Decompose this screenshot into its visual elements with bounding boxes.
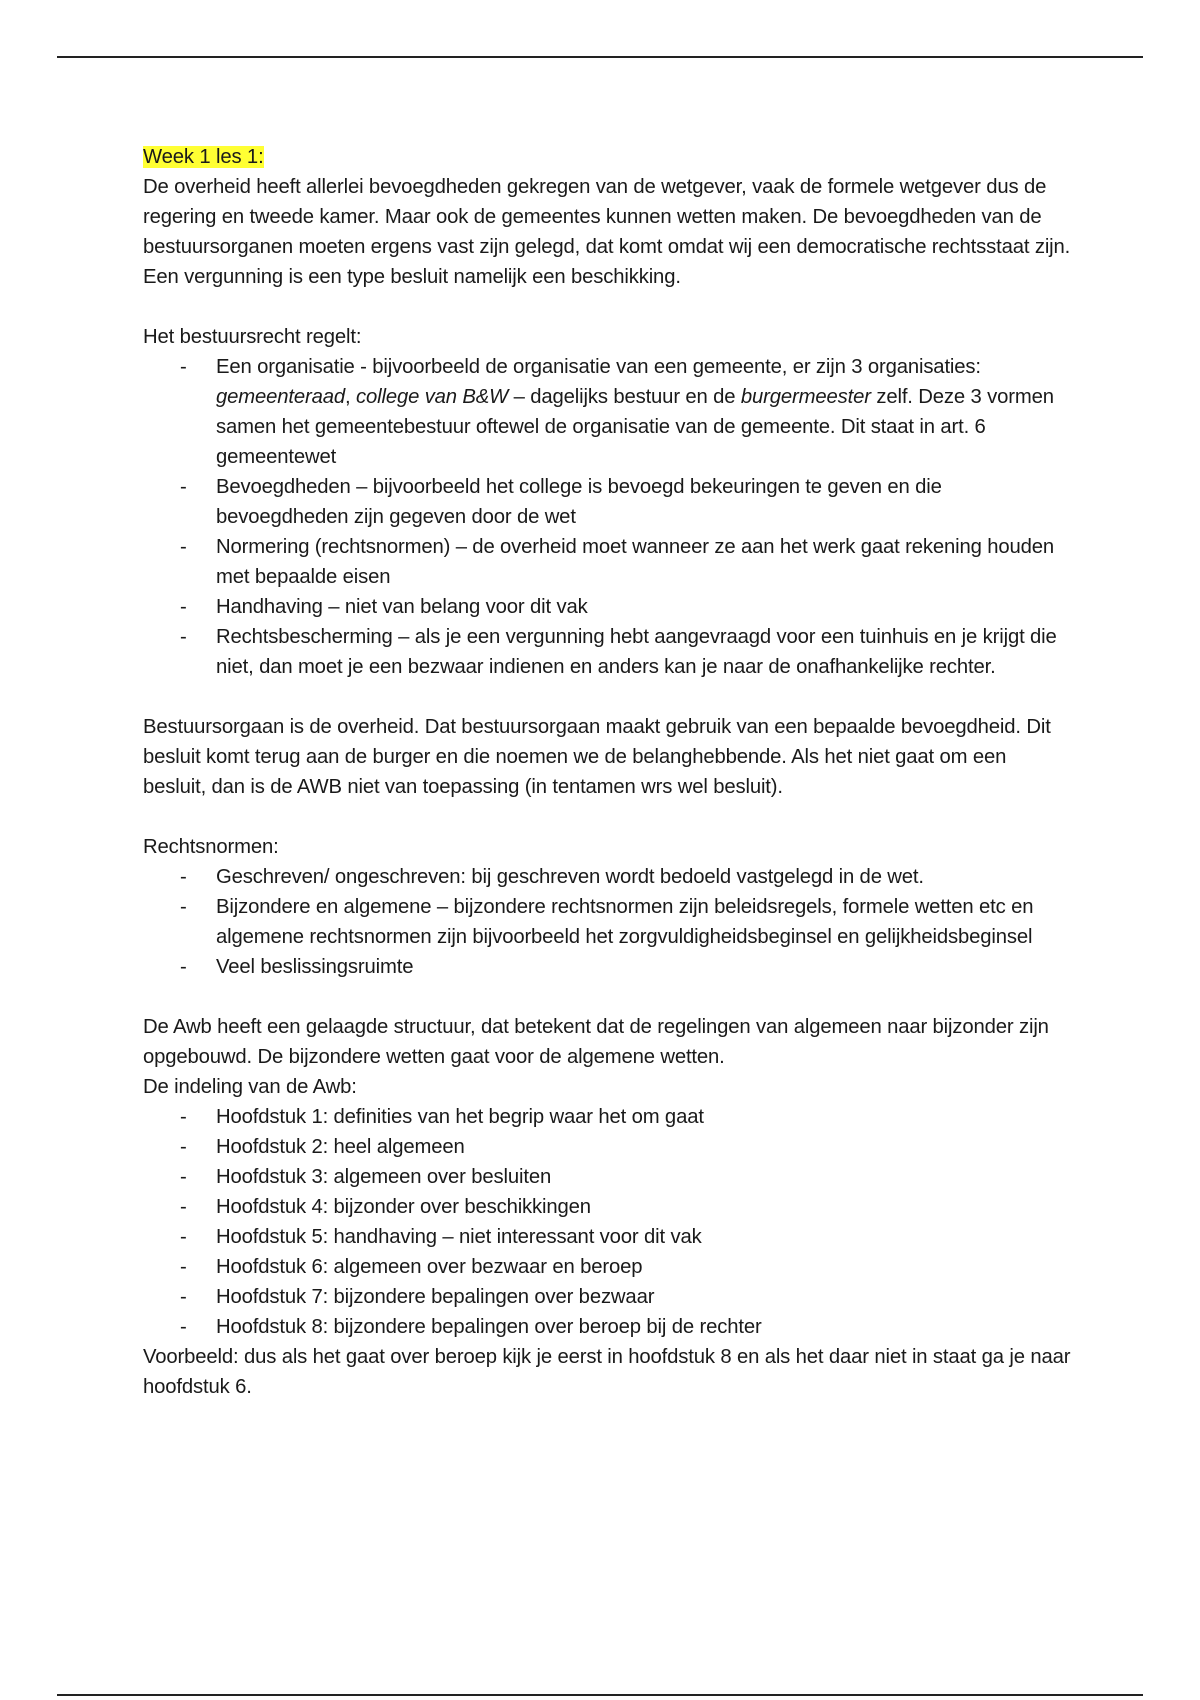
emphasis-burgermeester: burgermeester bbox=[740, 386, 871, 408]
list-item bbox=[143, 1312, 1073, 1342]
paragraph-awb-structure: De Awb heeft een gelaagde structuur, dat betekent dat de regelingen van algemeen naar bijzonder zijn opgebouwd. De bijzondere wetten gaat voor de algemene wetten. bbox=[143, 1016, 1049, 1068]
example-paragraph: Voorbeeld: dus als het gaat over beroep kijk je eerst in hoofdstuk 8 en als het daar niet in staat ga je naar hoofdstuk 6. bbox=[143, 1346, 1071, 1398]
list-hoofdstukken bbox=[143, 1102, 1073, 1342]
page-top-rule bbox=[57, 56, 1143, 58]
dash-bullet: - bbox=[180, 596, 187, 618]
list-item bbox=[143, 1282, 1073, 1312]
list-item-text: Hoofdstuk 7: bijzondere bepalingen over bezwaar bbox=[216, 1286, 655, 1308]
list-item-text: Handhaving – niet van belang voor dit vak bbox=[216, 596, 588, 618]
spacer bbox=[143, 982, 1073, 1012]
list-item bbox=[143, 352, 1073, 472]
list-item-text: Normering (rechtsnormen) – de overheid moet wanneer ze aan het werk gaat rekening houden met bepaalde eisen bbox=[216, 536, 1054, 588]
dash-bullet: - bbox=[180, 1286, 187, 1308]
list-item bbox=[143, 892, 1073, 952]
dash-bullet: - bbox=[180, 956, 187, 978]
list-item-text: Hoofdstuk 1: definities van het begrip waar het om gaat bbox=[216, 1106, 704, 1128]
list-item bbox=[143, 1132, 1073, 1162]
list-item-text: Bijzondere en algemene – bijzondere rechtsnormen zijn beleidsregels, formele wetten etc en algemene rechtsnormen zijn bijvoorbeeld het zorgvuldigheidsbeginsel en gelijkheidsbeginsel bbox=[216, 896, 1034, 948]
list-item bbox=[143, 1102, 1073, 1132]
dash-bullet: - bbox=[180, 1256, 187, 1278]
list-item bbox=[143, 952, 1073, 982]
dash-bullet: - bbox=[180, 356, 187, 378]
list-item-text: Hoofdstuk 8: bijzondere bepalingen over beroep bij de rechter bbox=[216, 1316, 762, 1338]
spacer bbox=[143, 802, 1073, 832]
list-item bbox=[143, 592, 1073, 622]
paragraph-bestuursorgaan: Bestuursorgaan is de overheid. Dat bestuursorgaan maakt gebruik van een bepaalde bevoegdheid. Dit besluit komt terug aan de burger en die noemen we de belanghebbende. Als het niet gaat om een besluit, dan is de AWB niet van toepassing (in tentamen wrs wel besluit). bbox=[143, 716, 1051, 798]
heading bbox=[143, 142, 1073, 172]
dash-bullet: - bbox=[180, 866, 187, 888]
spacer bbox=[143, 292, 1073, 322]
dash-bullet: - bbox=[180, 1196, 187, 1218]
section-lead-bestuursrecht: Het bestuursrecht regelt: bbox=[143, 326, 362, 348]
list-item-text: Hoofdstuk 2: heel algemeen bbox=[216, 1136, 465, 1158]
list-item bbox=[143, 622, 1073, 682]
emphasis-gemeenteraad: gemeenteraad bbox=[216, 386, 345, 408]
dash-bullet: - bbox=[180, 1166, 187, 1188]
section-lead-indeling: De indeling van de Awb: bbox=[143, 1076, 357, 1098]
dash-bullet: - bbox=[180, 1226, 187, 1248]
list-item-text: Een organisatie - bijvoorbeeld de organisatie van een gemeente, er zijn 3 organisaties: gemeenteraad, college van B&W – dagelijks bestuur en de burgermeester zelf. Deze 3 vormen samen het gemeentebestuur oftewel de organisatie van de gemeente. Dit staat in art. 6 gemeentewet bbox=[216, 356, 1054, 468]
list-item bbox=[143, 1162, 1073, 1192]
spacer bbox=[143, 682, 1073, 712]
dash-bullet: - bbox=[180, 476, 187, 498]
page-bottom-rule bbox=[57, 1694, 1143, 1696]
list-item bbox=[143, 862, 1073, 892]
list-item bbox=[143, 1222, 1073, 1252]
highlighted-heading: Week 1 les 1: bbox=[143, 146, 264, 168]
list-item-text: Hoofdstuk 4: bijzonder over beschikkingen bbox=[216, 1196, 591, 1218]
list-item bbox=[143, 1192, 1073, 1222]
list-item-text: Hoofdstuk 3: algemeen over besluiten bbox=[216, 1166, 552, 1188]
dash-bullet: - bbox=[180, 1316, 187, 1338]
list-rechtsnormen bbox=[143, 862, 1073, 982]
list-item bbox=[143, 1252, 1073, 1282]
section-lead-rechtsnormen: Rechtsnormen: bbox=[143, 836, 279, 858]
list-item-text: Hoofdstuk 6: algemeen over bezwaar en beroep bbox=[216, 1256, 643, 1278]
intro-paragraph: De overheid heeft allerlei bevoegdheden gekregen van de wetgever, vaak de formele wetgever dus de regering en tweede kamer. Maar ook de gemeentes kunnen wetten maken. De bevoegdheden van de bestuursorganen moeten ergens vast zijn gelegd, dat komt omdat wij een democratische rechtsstaat zijn. Een vergunning is een type besluit namelijk een beschikking. bbox=[143, 176, 1071, 288]
list-item-text: Veel beslissingsruimte bbox=[216, 956, 414, 978]
emphasis-college: college van B&W bbox=[355, 386, 509, 408]
dash-bullet: - bbox=[180, 626, 187, 648]
dash-bullet: - bbox=[180, 896, 187, 918]
list-item bbox=[143, 532, 1073, 592]
list-item-text: Rechtsbescherming – als je een vergunning hebt aangevraagd voor een tuinhuis en je krijgt die niet, dan moet je een bezwaar indienen en anders kan je naar de onafhankelijke rechter. bbox=[216, 626, 1057, 678]
list-item-text: Geschreven/ ongeschreven: bij geschreven wordt bedoeld vastgelegd in de wet. bbox=[216, 866, 924, 888]
list-item-text: Hoofdstuk 5: handhaving – niet interessant voor dit vak bbox=[216, 1226, 702, 1248]
list-item bbox=[143, 472, 1073, 532]
list-bestuursrecht bbox=[143, 352, 1073, 682]
list-item-text: Bevoegdheden – bijvoorbeeld het college is bevoegd bekeuringen te geven en die bevoegdheden zijn gegeven door de wet bbox=[216, 476, 942, 528]
dash-bullet: - bbox=[180, 1136, 187, 1158]
document-body bbox=[143, 142, 1073, 1402]
dash-bullet: - bbox=[180, 536, 187, 558]
dash-bullet: - bbox=[180, 1106, 187, 1128]
